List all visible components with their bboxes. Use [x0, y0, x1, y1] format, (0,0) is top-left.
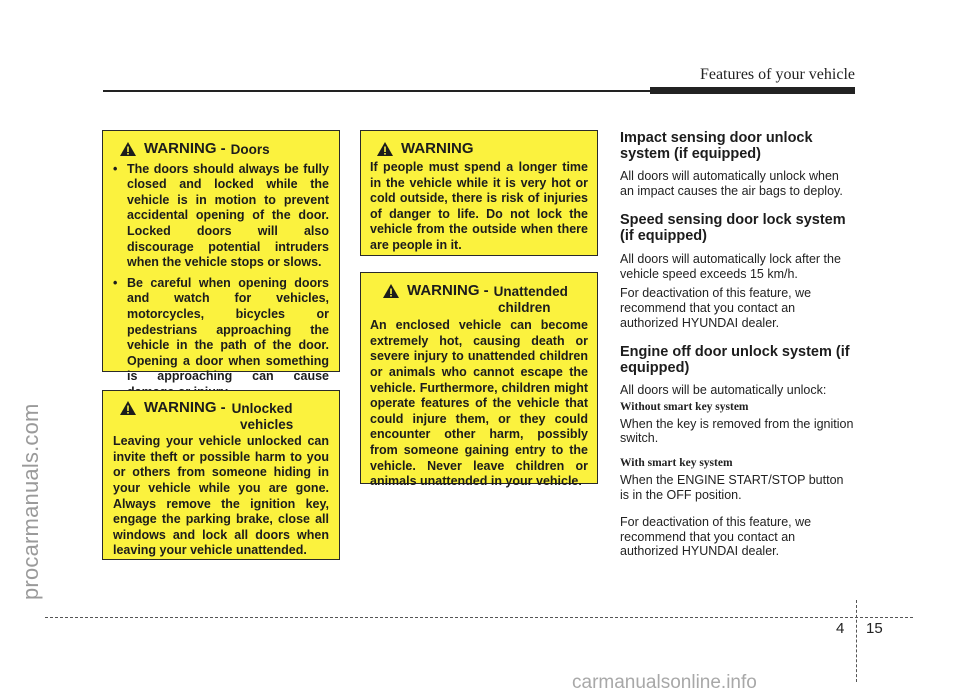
warning-title: WARNING - [144, 140, 226, 157]
section-body-engine-off: All doors will be automatically unlock: [620, 383, 827, 398]
warning-triangle-icon [382, 283, 400, 299]
warning-title: WARNING - [407, 282, 489, 299]
side-watermark: procarmanuals.com [18, 403, 43, 600]
warning-box-unlocked-vehicles [102, 390, 340, 560]
section-body-speed: All doors will automatically lock after the vehicle speed exceeds 15 km/h. [620, 252, 841, 281]
warning-topic: Doors [230, 142, 270, 157]
footer-divider [856, 600, 857, 682]
warning-topic: Unlocked [231, 401, 293, 416]
warning-title: WARNING - [144, 399, 226, 416]
subheading-with-smart-key: With smart key system [620, 456, 733, 469]
warning-bullet: • The doors should always be fully closed and locked while the vehicle is in motion to prevent accidental opening of the door. Locked doors will also discourage potential intruders when the vehicle stops or slows. [113, 162, 329, 271]
warning-topic-continued: vehicles [240, 416, 294, 432]
section-heading-impact: Impact sensing door unlock system (if equipped) [620, 130, 813, 162]
warning-body: If people must spend a longer time in the vehicle while it is very hot or cold outside, there is risk of injuries of danger to life. Do not lock the vehicle from the outside when there are people in it. [370, 160, 588, 252]
warning-header [376, 141, 588, 157]
subheading-without-smart-key: Without smart key system [620, 400, 749, 413]
warning-box-doors [102, 130, 340, 384]
warning-body: Leaving your vehicle unlocked can invite theft or possible harm to you or others from someone hiding in your vehicle while you are gone. Always remove the ignition key, engage the parking brake, close all windows and lock all doors when leaving your vehicle unattended. [113, 434, 329, 558]
warning-topic: Unattended [493, 284, 568, 299]
body-without-smart-key: When the key is removed from the ignition switch. [620, 416, 854, 446]
warning-header [119, 141, 329, 158]
warning-triangle-icon [119, 400, 137, 416]
body-with-smart-key: When the ENGINE START/STOP button is in the OFF position. [620, 472, 844, 502]
warning-box-unattended-children [360, 272, 598, 489]
warning-header [382, 283, 588, 300]
footer-rule [45, 617, 913, 618]
warning-title: WARNING [401, 140, 474, 157]
section-heading-speed: Speed sensing door lock system (if equipped) [620, 212, 846, 245]
warning-triangle-icon [376, 141, 394, 157]
chapter-number: 4 [836, 620, 845, 637]
page-header-title: Features of your vehicle [699, 66, 855, 83]
section-body-impact: All doors will automatically unlock when an impact causes the air bags to deploy. [620, 169, 843, 198]
section-heading-engine-off: Engine off door unlock system (if equipped) [620, 344, 850, 377]
warning-bullet: • Be careful when opening doors and watch for vehicles, motorcycles, bicycles or pedestrians approaching the vehicle in the path of the door. Opening a door when something is approaching can cause [113, 276, 329, 401]
warning-bullets [113, 162, 329, 401]
warning-box-occupants [360, 130, 598, 256]
warning-triangle-icon [119, 141, 137, 157]
section-body-speed-deactivation: For deactivation of this feature, we recommend that you contact an authorized HYUNDAI dealer. [620, 286, 812, 330]
warning-header [119, 400, 329, 417]
section-body-engine-off-deactivation: For deactivation of this feature, we recommend that you contact an authorized HYUNDAI dealer. [620, 515, 812, 559]
right-column [620, 130, 855, 559]
warning-topic-continued: children [498, 299, 551, 315]
bottom-watermark: carmanualsonline.info [572, 672, 757, 693]
page-number: 15 [866, 620, 883, 637]
warning-body: An enclosed vehicle can become extremely hot, causing death or severe injury to unattended children or animals who cannot escape the vehicle. Furthermore, children might operate features of the vehicle that could injure them, or they could encounter other harm, possibly from someone gaining entry to the vehicle. Never leave children or animals unattended in your vehicle. [370, 318, 588, 489]
header-accent-bar [650, 87, 855, 94]
